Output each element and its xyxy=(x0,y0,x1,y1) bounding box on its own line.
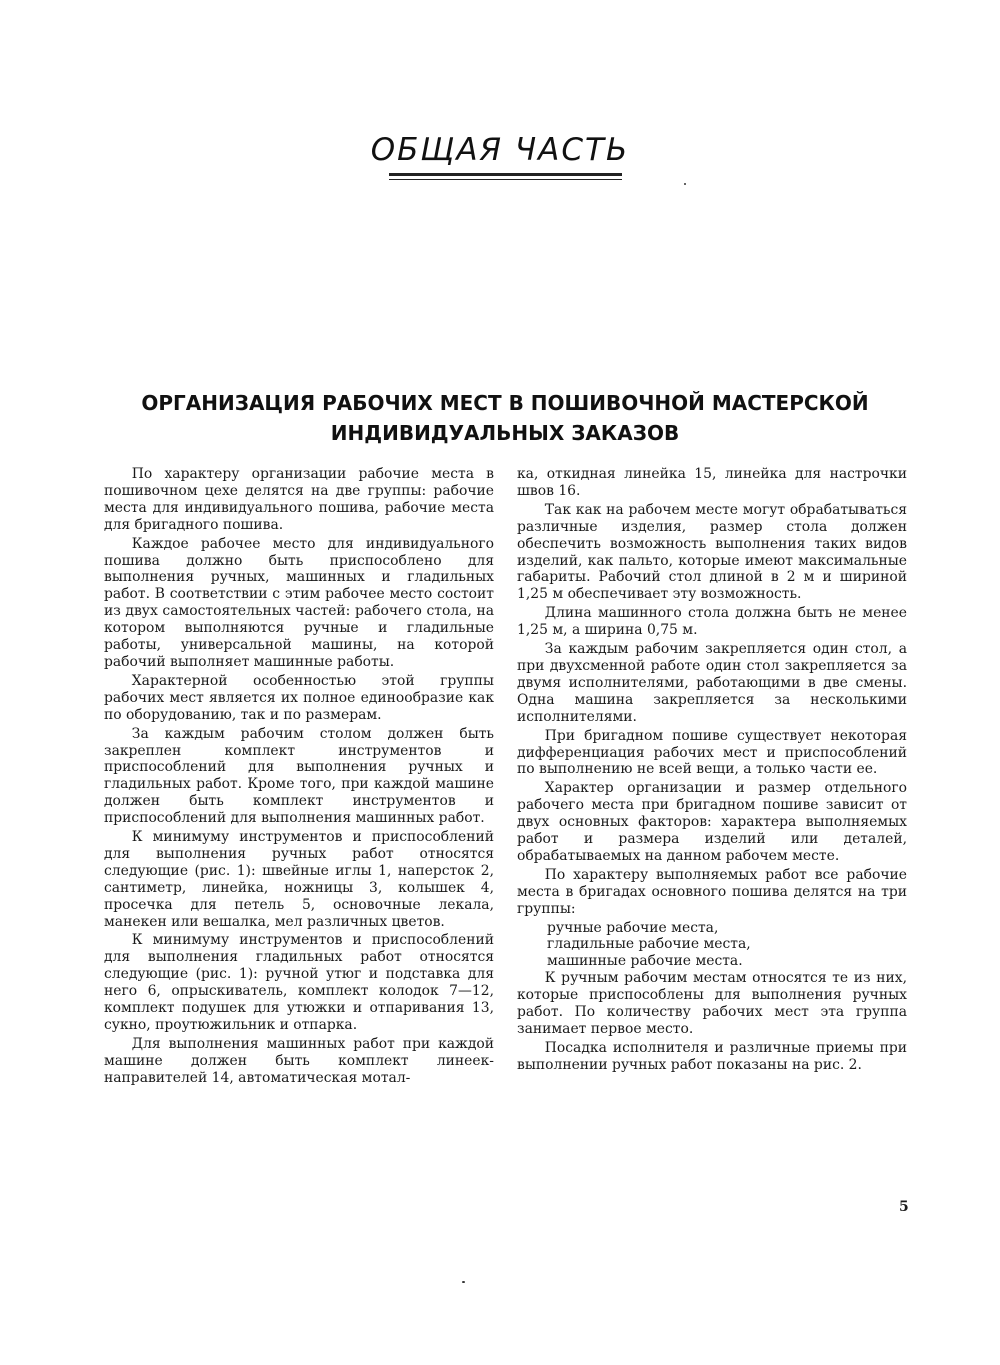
title-rule-thin xyxy=(389,179,622,180)
paragraph: Каждое рабочее место для индивидуального пошива должно быть приспособлено для выполнения ручных, машинных и гладильных работ. В соответствии с этим рабочее место состоит из двух самостоятельных частей: рабочего стола, на котором выполняются ручные и гладильные работы, универсальной машины, на которой рабочий выполняет машинные работы. xyxy=(104,535,494,670)
paragraph: За каждым рабочим столом должен быть закреплен комплект инструментов и приспособлений для выполнения ручных и гладильных работ. Кроме того, при каждой машине должен быть комплект инструментов и приспособлений для выполнения машинных работ. xyxy=(104,725,494,827)
list-item: машинные рабочие места. xyxy=(547,953,743,970)
paragraph: Характерной особенностью этой группы рабочих мест является их полное единообразие как по оборудованию, так и по размерам. xyxy=(104,672,494,723)
paragraph: Характер организации и размер отдельного рабочего места при бригадном пошиве зависит от двух основных факторов: характера выполняемых работ и размера изделий или деталей, обрабатываемых на данном рабочем месте. xyxy=(517,780,907,864)
paragraph: По характеру организации рабочие места в пошивочном цехе делятся на две группы: рабочие места для индивидуального пошива, рабочие места для бригадного пошива. xyxy=(104,466,494,533)
heading-line-1: ОРГАНИЗАЦИЯ РАБОЧИХ МЕСТ В ПОШИВОЧНОЙ МАСТЕРСКОЙ xyxy=(141,391,869,415)
paragraph: К ручным рабочим местам относятся те из них, которые приспособлены для выполнения ручных работ. По количеству рабочих мест эта группа занимает первое место. xyxy=(517,970,907,1037)
right-column xyxy=(517,466,907,1076)
paragraph: Так как на рабочем месте могут обрабатываться различные изделия, размер стола должен обеспечить возможность выполнения таких видов изделий, как пальто, которые имеют максимальные габариты. Рабочий стол длиной в 2 м и шириной 1,25 м обеспечивает эту возможность. xyxy=(517,501,907,603)
paragraph: Для выполнения машинных работ при каждой машине должен быть комплект линеек-направителей 14, автоматическая мотал- xyxy=(104,1035,494,1086)
paragraph: К минимуму инструментов и приспособлений для выполнения гладильных работ относятся следующие (рис. 1): ручной утюг и подставка для него 6, опрыскиватель, комплект колодок 7—12, комплект подушек для утюжки и отпаривания 13, сукно, проутюжильник и отпарка. xyxy=(104,932,494,1033)
title-rule-thick xyxy=(389,173,622,176)
list-item: ручные рабочие места, xyxy=(547,919,719,936)
paragraph: При бригадном пошиве существует некоторая дифференциация рабочих мест и приспособлений по выполнению не всей вещи, а только части ее. xyxy=(517,727,907,778)
print-speck xyxy=(684,183,686,185)
page-number: 5 xyxy=(899,1199,909,1215)
paragraph: По характеру выполняемых работ все рабочие места в бригадах основного пошива делятся на три группы: xyxy=(517,866,907,917)
heading-line-2: ИНДИВИДУАЛЬНЫХ ЗАКАЗОВ xyxy=(330,421,680,445)
section-heading xyxy=(100,388,910,448)
paragraph: За каждым рабочим закрепляется один стол, а при двухсменной работе один стол закрепляется за двумя исполнителями, работающими в две смены. Одна машина закрепляется за несколькими исполнителями. xyxy=(517,641,907,725)
paragraph: К минимуму инструментов и приспособлений для выполнения ручных работ относятся следующие (рис. 1): швейные иглы 1, наперсток 2, сантиметр, линейка, ножницы 3, колышек 4, просечка для петель 5, основочные лекала, манекен или вешалка, мел различных цветов. xyxy=(104,829,494,930)
part-title: ОБЩАЯ ЧАСТЬ xyxy=(370,132,630,168)
paragraph: Посадка исполнителя и различные приемы при выполнении ручных работ показаны на рис. 2. xyxy=(517,1039,907,1073)
list-item: гладильные рабочие места, xyxy=(547,936,751,953)
paragraph: Длина машинного стола должна быть не менее 1,25 м, а ширина 0,75 м. xyxy=(517,605,907,639)
paragraph-continuation: ка, откидная линейка 15, линейка для настрочки швов 16. xyxy=(517,466,907,499)
print-speck xyxy=(462,1281,465,1283)
left-column xyxy=(104,466,494,1089)
